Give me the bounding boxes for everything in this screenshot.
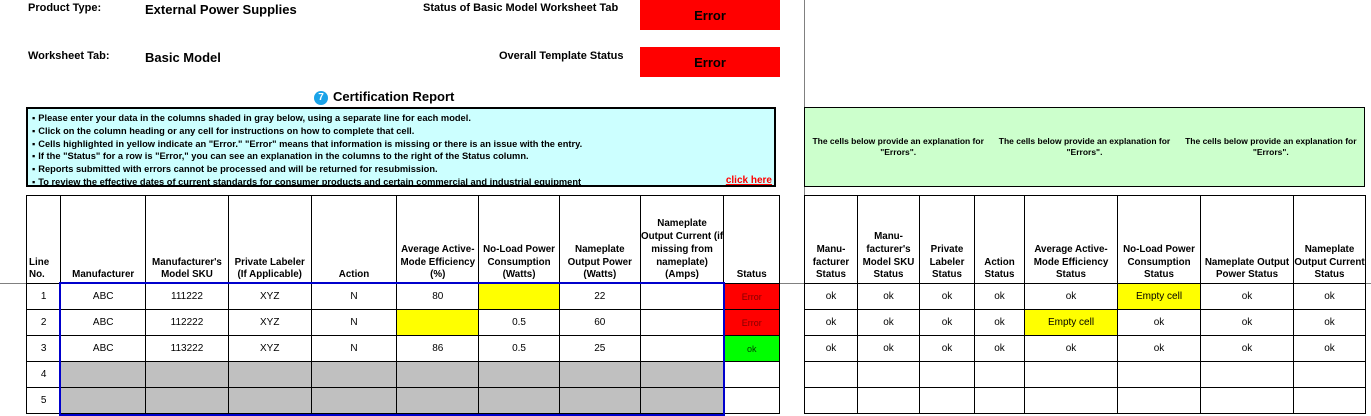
sku-cell[interactable]: 111222 — [146, 284, 229, 310]
table-row — [27, 310, 780, 336]
product-type-value: External Power Supplies — [145, 2, 297, 17]
efficiency-cell[interactable]: 80 — [397, 284, 479, 310]
explanation-box — [804, 107, 1365, 187]
labeler-cell[interactable] — [228, 388, 311, 414]
overall-status-value[interactable]: Error — [640, 47, 780, 77]
output-current-cell[interactable] — [640, 388, 724, 414]
table-row — [805, 310, 1366, 336]
table-row — [27, 284, 780, 310]
header-efficiency-status[interactable]: Average Active-Mode Efficiency Status — [1025, 196, 1118, 284]
efficiency-cell[interactable] — [397, 362, 479, 388]
status-cell[interactable] — [920, 362, 975, 388]
status-cell[interactable]: Error — [724, 284, 780, 310]
header-no-load[interactable]: No-Load Power Consumption (Watts) — [479, 196, 560, 284]
output-power-cell[interactable]: 60 — [559, 310, 640, 336]
header-output-power[interactable]: Nameplate Output Power (Watts) — [559, 196, 640, 284]
instruction-item: ▪ Please enter your data in the columns shaded in gray below, using a separate line for each model. — [32, 112, 770, 125]
status-cell[interactable]: ok — [858, 284, 920, 310]
output-current-cell[interactable] — [640, 362, 724, 388]
labeler-cell[interactable] — [228, 362, 311, 388]
header-efficiency[interactable]: Average Active-Mode Efficiency (%) — [397, 196, 479, 284]
instruction-item: ▪ To review the effective dates of current standards for consumer products and certain commercial and industrial equipment — [32, 176, 770, 189]
status-cell[interactable] — [1025, 388, 1118, 414]
efficiency-cell[interactable]: 86 — [397, 336, 479, 362]
report-title: Certification Report — [333, 89, 455, 104]
status-cell[interactable] — [975, 362, 1025, 388]
status-cell[interactable]: ok — [1201, 284, 1294, 310]
header-line-no[interactable]: Line No. — [27, 196, 61, 284]
action-cell[interactable]: N — [311, 310, 397, 336]
table-row — [27, 388, 780, 414]
table-row — [805, 388, 1366, 414]
line-no-cell: 1 — [27, 284, 61, 310]
table-row — [805, 362, 1366, 388]
output-power-cell[interactable]: 25 — [559, 336, 640, 362]
manufacturer-cell[interactable]: ABC — [61, 310, 146, 336]
header-labeler-status[interactable]: Private Labeler Status — [920, 196, 975, 284]
header-output-power-status[interactable]: Nameplate Output Power Status — [1201, 196, 1294, 284]
output-current-cell[interactable] — [640, 284, 724, 310]
status-cell[interactable]: ok — [858, 336, 920, 362]
header-private-labeler[interactable]: Private Labeler (If Applicable) — [228, 196, 311, 284]
report-title-row — [314, 89, 454, 105]
table-row — [27, 336, 780, 362]
manufacturer-cell[interactable] — [61, 362, 146, 388]
line-no-cell: 4 — [27, 362, 61, 388]
status-cell[interactable]: ok — [1201, 310, 1294, 336]
manufacturer-cell[interactable]: ABC — [61, 336, 146, 362]
status-cell[interactable]: ok — [975, 284, 1025, 310]
sku-cell[interactable]: 112222 — [146, 310, 229, 336]
status-cell[interactable]: ok — [1294, 336, 1366, 362]
product-type-label: Product Type: — [28, 2, 102, 14]
info-number-icon[interactable]: 7 — [314, 91, 328, 105]
status-cell[interactable]: Error — [724, 310, 780, 336]
line-no-cell: 2 — [27, 310, 61, 336]
status-cell[interactable]: ok — [1118, 336, 1201, 362]
instruction-item: ▪ Cells highlighted in yellow indicate an "Error." "Error" means that information is missing or there is an issue with the entry. — [32, 138, 770, 151]
status-cell[interactable]: ok — [858, 310, 920, 336]
no-load-cell[interactable] — [479, 388, 560, 414]
worksheet-tab-value: Basic Model — [145, 50, 221, 65]
status-cell[interactable]: ok — [920, 336, 975, 362]
line-no-cell: 3 — [27, 336, 61, 362]
action-cell[interactable]: N — [311, 336, 397, 362]
status-basic-value[interactable]: Error — [640, 0, 780, 30]
explanation-text: The cells below provide an explanation for "Errors". — [1185, 136, 1357, 157]
labeler-cell[interactable]: XYZ — [228, 310, 311, 336]
explanation-text: The cells below provide an explanation for "Errors". — [998, 136, 1171, 157]
status-cell[interactable]: ok — [1118, 310, 1201, 336]
instruction-item: ▪ Reports submitted with errors cannot be processed and will be returned for resubmission. — [32, 163, 770, 176]
line-no-cell: 5 — [27, 388, 61, 414]
status-cell[interactable]: ok — [1201, 336, 1294, 362]
sku-cell[interactable] — [146, 388, 229, 414]
manufacturer-cell[interactable]: ABC — [61, 284, 146, 310]
status-cell[interactable] — [724, 362, 780, 388]
worksheet-tab-label: Worksheet Tab: — [28, 50, 110, 62]
output-power-cell[interactable] — [559, 388, 640, 414]
no-load-cell[interactable] — [479, 362, 560, 388]
header-output-current[interactable]: Nameplate Output Current (if missing from nameplate) (Amps) — [640, 196, 724, 284]
no-load-cell[interactable]: 0.5 — [479, 336, 560, 362]
status-cell[interactable] — [1025, 362, 1118, 388]
header-action[interactable]: Action — [311, 196, 397, 284]
header-manufacturer-status[interactable]: Manu-facturer Status — [805, 196, 858, 284]
output-power-cell[interactable]: 22 — [559, 284, 640, 310]
status-cell[interactable]: Empty cell — [1025, 310, 1118, 336]
click-here-link[interactable]: click here — [725, 175, 772, 186]
status-cell[interactable]: ok — [1294, 310, 1366, 336]
status-cell[interactable]: ok — [805, 284, 858, 310]
status-cell[interactable]: ok — [975, 336, 1025, 362]
efficiency-cell[interactable] — [397, 310, 479, 336]
status-explanation-table — [804, 195, 1366, 414]
header-sku-status[interactable]: Manu-facturer's Model SKU Status — [858, 196, 920, 284]
header-no-load-status[interactable]: No-Load Power Consumption Status — [1118, 196, 1201, 284]
labeler-cell[interactable]: XYZ — [228, 284, 311, 310]
status-cell[interactable] — [1118, 388, 1201, 414]
status-cell[interactable]: ok — [920, 310, 975, 336]
status-cell[interactable] — [975, 388, 1025, 414]
table-row — [805, 284, 1366, 310]
sku-cell[interactable] — [146, 362, 229, 388]
status-cell[interactable] — [1294, 388, 1366, 414]
header-manufacturer[interactable]: Manufacturer — [61, 196, 146, 284]
status-cell[interactable] — [858, 388, 920, 414]
status-cell[interactable]: ok — [724, 336, 780, 362]
status-cell[interactable]: ok — [805, 336, 858, 362]
status-cell[interactable]: ok — [1025, 284, 1118, 310]
instruction-item: ▪ Click on the column heading or any cell for instructions on how to complete that cell. — [32, 125, 770, 138]
status-cell[interactable] — [858, 362, 920, 388]
overall-status-label: Overall Template Status — [499, 50, 624, 62]
status-cell[interactable] — [920, 388, 975, 414]
certification-table — [26, 195, 780, 414]
efficiency-cell[interactable] — [397, 388, 479, 414]
action-cell[interactable] — [311, 362, 397, 388]
output-power-cell[interactable] — [559, 362, 640, 388]
instruction-item: ▪ If the "Status" for a row is "Error," you can see an explanation in the columns to the right of the Status column. — [32, 150, 770, 163]
sku-cell[interactable]: 113222 — [146, 336, 229, 362]
table-row — [805, 336, 1366, 362]
status-basic-label: Status of Basic Model Worksheet Tab — [423, 2, 619, 14]
status-cell[interactable] — [1201, 362, 1294, 388]
status-cell[interactable]: ok — [975, 310, 1025, 336]
labeler-cell[interactable]: XYZ — [228, 336, 311, 362]
action-cell[interactable] — [311, 388, 397, 414]
table-row — [27, 362, 780, 388]
header-model-sku[interactable]: Manufacturer's Model SKU — [146, 196, 229, 284]
no-load-cell[interactable] — [479, 284, 560, 310]
action-cell[interactable]: N — [311, 284, 397, 310]
status-cell[interactable]: ok — [920, 284, 975, 310]
status-cell[interactable] — [724, 388, 780, 414]
manufacturer-cell[interactable] — [61, 388, 146, 414]
output-current-cell[interactable] — [640, 310, 724, 336]
explanation-text: The cells below provide an explanation for "Errors". — [812, 136, 984, 157]
status-cell[interactable] — [805, 388, 858, 414]
header-status[interactable]: Status — [724, 196, 780, 284]
header-output-current-status[interactable]: Nameplate Output Current Status — [1294, 196, 1366, 284]
output-current-cell[interactable] — [640, 336, 724, 362]
status-cell[interactable] — [1201, 388, 1294, 414]
status-cell[interactable]: ok — [805, 310, 858, 336]
status-cell[interactable]: Empty cell — [1118, 284, 1201, 310]
header-action-status[interactable]: Action Status — [975, 196, 1025, 284]
status-cell[interactable]: ok — [1294, 284, 1366, 310]
no-load-cell[interactable]: 0.5 — [479, 310, 560, 336]
instructions-box — [26, 107, 776, 187]
status-cell[interactable] — [805, 362, 858, 388]
status-cell[interactable] — [1118, 362, 1201, 388]
status-cell[interactable]: ok — [1025, 336, 1118, 362]
status-cell[interactable] — [1294, 362, 1366, 388]
